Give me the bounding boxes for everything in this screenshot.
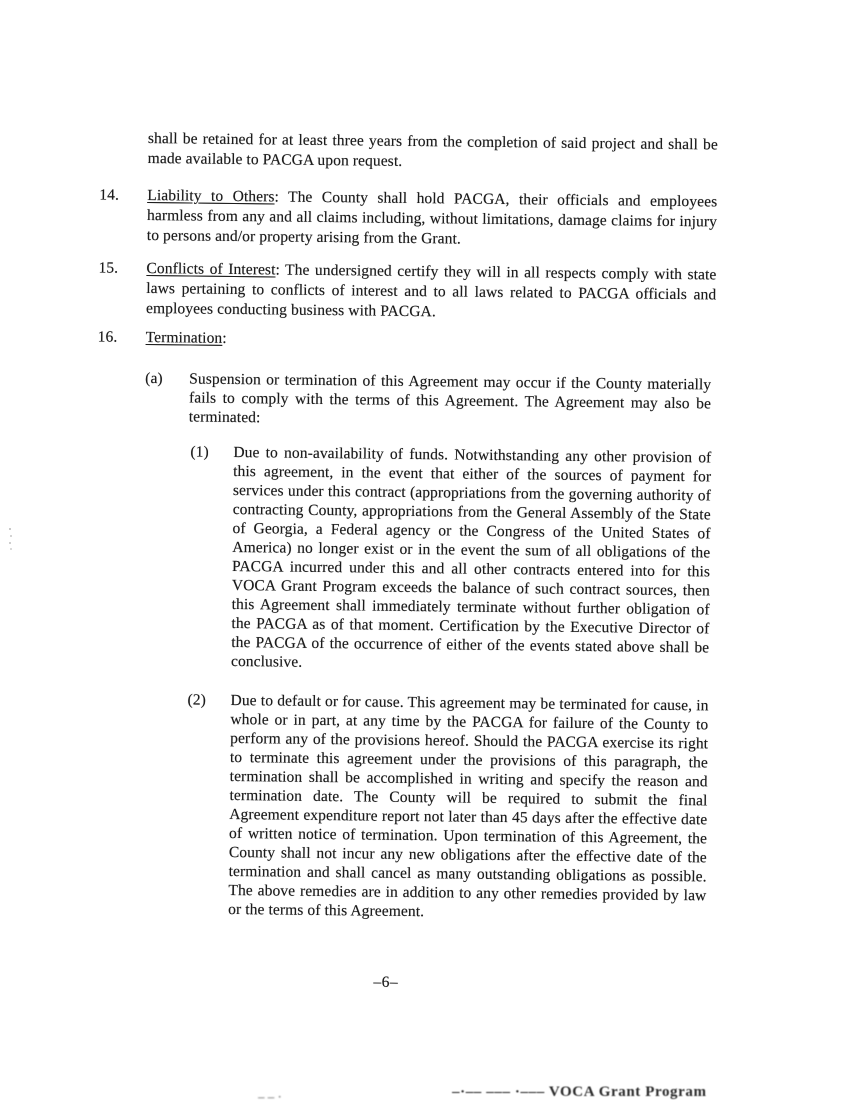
subclause-a: [145, 369, 712, 432]
clause-14-number: 14.: [99, 186, 120, 204]
clause-14-body: : The County shall hold PACGA, their officials and employees harmless from any and all claims including, without limitations, damage claims for injury to persons and/or property arising from the Grant.: [146, 188, 718, 248]
subclause-a-text: Suspension or termination of this Agreement may occur if the County materially fails to comply with the terms of this Agreement. The Agreement may also be terminated:: [188, 370, 712, 427]
scan-speck: [9, 528, 11, 530]
footer-ghost-smudge: –·–– ––– ·–––: [452, 1084, 545, 1100]
clause-14-text: [147, 186, 718, 252]
page-number: –6–: [373, 973, 399, 991]
continuation-text: shall be retained for at least three years from the completion of said project and shall be made available to PACGA upon request.: [147, 130, 719, 170]
subclause-1: [188, 443, 712, 677]
subclause-2-label: (2): [187, 691, 207, 709]
clause-14-heading: Liability to Others: [147, 186, 275, 206]
subclause-2-text: Due to default or for cause. This agreement may be terminated for cause, in whole or in part, at any time by the PACGA for failure of the County to perform any of the provisions hereof. Should the PACGA exercise its right to terminate this agreement under the provisions of this paragraph, the termination shall be accomplished in writing and specify the reason and termination date. The County will be required to submit the final Agreement expenditure report not later than 45 days after the effective date of written notice of termination. Upon termination of this Agreement, the County shall not incur any new obligations after the effective date of the termination and shall cancel as many outstanding obligations as possible. The above remedies are in addition to any other remedies provided by law or the terms of this Agreement.: [228, 691, 709, 921]
clause-15: [98, 258, 717, 325]
clause-16-body: :: [222, 329, 227, 347]
clause-16: [98, 327, 716, 354]
clause-15-number: 15.: [98, 259, 119, 277]
subclause-a-label: (a): [145, 369, 163, 388]
clause-15-text: [146, 259, 717, 325]
footer-ghost-left-smudge: – – ·: [258, 1089, 282, 1100]
clause-15-body: : The undersigned certify they will in all respects comply with state laws pertaining to conflicts of interest and to all laws related to PACGA officials and employees conducting business with PACGA.: [145, 261, 717, 321]
footer-ghost-fragment: [452, 1084, 832, 1100]
subclause-2: [185, 690, 709, 924]
clause-16-number: 16.: [97, 328, 118, 346]
clause-16-text: [146, 328, 716, 354]
continuation-paragraph: [148, 129, 718, 175]
subclause-1-text: Due to non-availability of funds. Notwithstanding any other provision of this agreement, in the event that either of the sources of payment for services under this contract (appropriations from the governing authority of contracting County, appropriations from the General Assembly of the State of Georgia, a Federal agency or the Congress of the United States of America) no longer exist or in the event the sum of all obligations of the PACGA incurred under this and all other contracts entered into for this VOCA Grant Program exceeds the balance of such contract sources, then this Agreement shall immediately terminate without further obligation of the PACGA as of that moment. Certification by the Executive Director of the PACGA of the occurrence of either of the events stated above shall be conclusive.: [230, 443, 712, 671]
footer-ghost-text: VOCA Grant Program: [548, 1084, 707, 1100]
clause-14: [99, 185, 718, 252]
clause-16-heading: Termination: [145, 328, 223, 347]
clause-15-heading: Conflicts of Interest: [146, 259, 276, 279]
subclause-1-label: (1): [190, 443, 209, 461]
